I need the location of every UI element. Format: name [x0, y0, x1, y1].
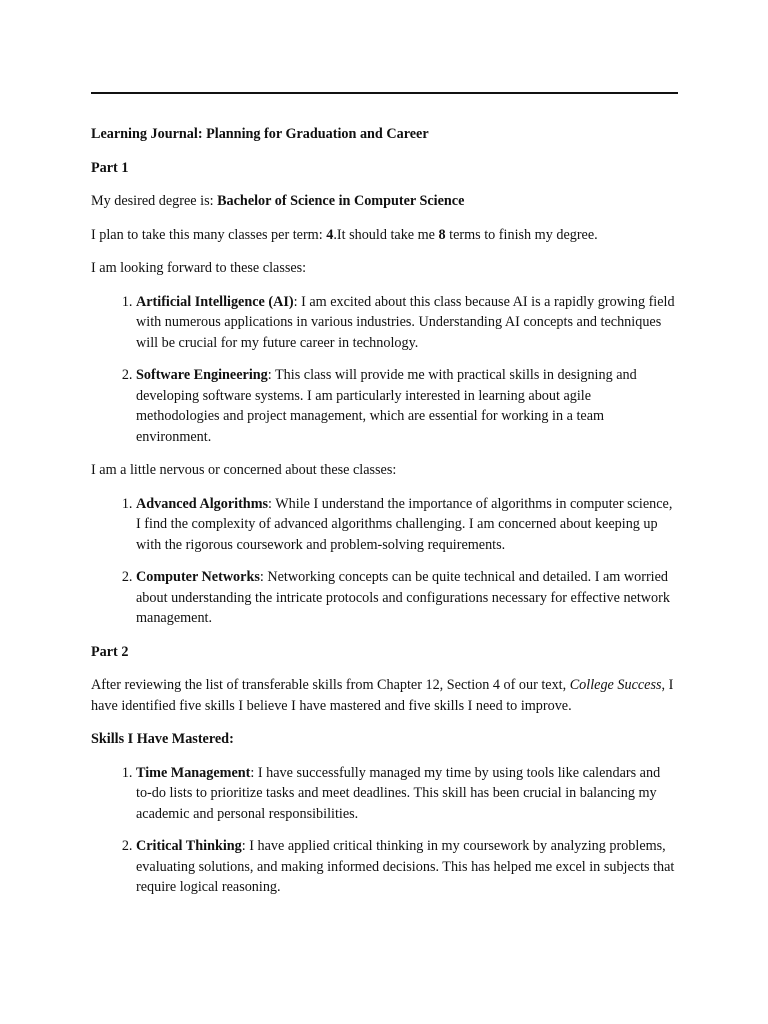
classes-mid: .It should take me: [333, 226, 439, 243]
mastered-heading: Skills I Have Mastered:: [91, 731, 234, 747]
classes-count: 4: [326, 226, 334, 243]
header-rule: [91, 92, 678, 94]
document-page: [91, 92, 678, 911]
terms-count: 8: [438, 226, 446, 243]
nervous-classes-list: [91, 494, 678, 629]
part1-heading: Part 1: [91, 159, 129, 176]
document-title: Learning Journal: Planning for Graduation and Career: [91, 126, 429, 142]
class-description: : Networking concepts can be quite technical and detailed. I am worried about understanding the intricate protocols and configurations necessary for effective network management.: [136, 569, 670, 626]
class-name: Computer Networks: [136, 569, 260, 585]
skill-name: Critical Thinking: [136, 838, 242, 854]
class-description: : I am excited about this class because AI is a rapidly growing field with numerous applications in various industries. Understanding AI concepts and techniques will be crucial for my future career in technology.: [136, 293, 675, 351]
classes-prefix: I plan to take this many classes per term:: [91, 226, 327, 243]
book-title: College Success: [569, 677, 662, 693]
classes-suffix: terms to finish my degree.: [445, 226, 598, 243]
list-item: [136, 494, 678, 556]
forward-classes-list: [91, 292, 678, 448]
intro-prefix: After reviewing the list of transferable skills from Chapter 12, Section 4 of our text,: [91, 677, 570, 693]
classes-line: [91, 225, 678, 246]
forward-intro: I am looking forward to these classes:: [91, 260, 307, 276]
skill-description: : I have applied critical thinking in my coursework by analyzing problems, evaluating solutions, and making informed decisions. This has helped me excel in subjects that require logical reasoning.: [136, 838, 675, 895]
intro-suffix: , I have identified five skills I believe I have mastered and five skills I need to improve.: [91, 677, 674, 714]
skill-name: Time Management: [136, 764, 251, 781]
degree-name: Bachelor of Science in Computer Science: [217, 193, 465, 209]
list-item: [136, 567, 678, 629]
list-item: [136, 763, 678, 825]
skill-description: : I have successfully managed my time by using tools like calendars and to-do lists to prioritize tasks and meet deadlines. This skill has been crucial in balancing my academic and personal responsibilities.: [136, 764, 661, 822]
class-name: Artificial Intelligence (AI): [136, 293, 294, 310]
nervous-intro: I am a little nervous or concerned about these classes:: [91, 462, 397, 478]
degree-line: [91, 191, 678, 212]
list-item: [136, 292, 678, 354]
part2-intro: [91, 675, 678, 716]
class-description: : While I understand the importance of algorithms in computer science, I find the complexity of advanced algorithms challenging. I am concerned about keeping up with the rigorous coursework and problem-solving requirements.: [136, 495, 673, 553]
part2-heading: Part 2: [91, 643, 129, 660]
list-item: [136, 836, 678, 898]
mastered-skills-list: [91, 763, 678, 898]
list-item: [136, 365, 678, 447]
degree-prefix: My desired degree is:: [91, 193, 218, 209]
class-name: Software Engineering: [136, 367, 268, 383]
class-name: Advanced Algorithms: [136, 495, 269, 512]
class-description: : This class will provide me with practical skills in designing and developing software systems. I am particularly interested in learning about agile methodologies and project management, which are essential for working in a team environment.: [136, 367, 637, 445]
